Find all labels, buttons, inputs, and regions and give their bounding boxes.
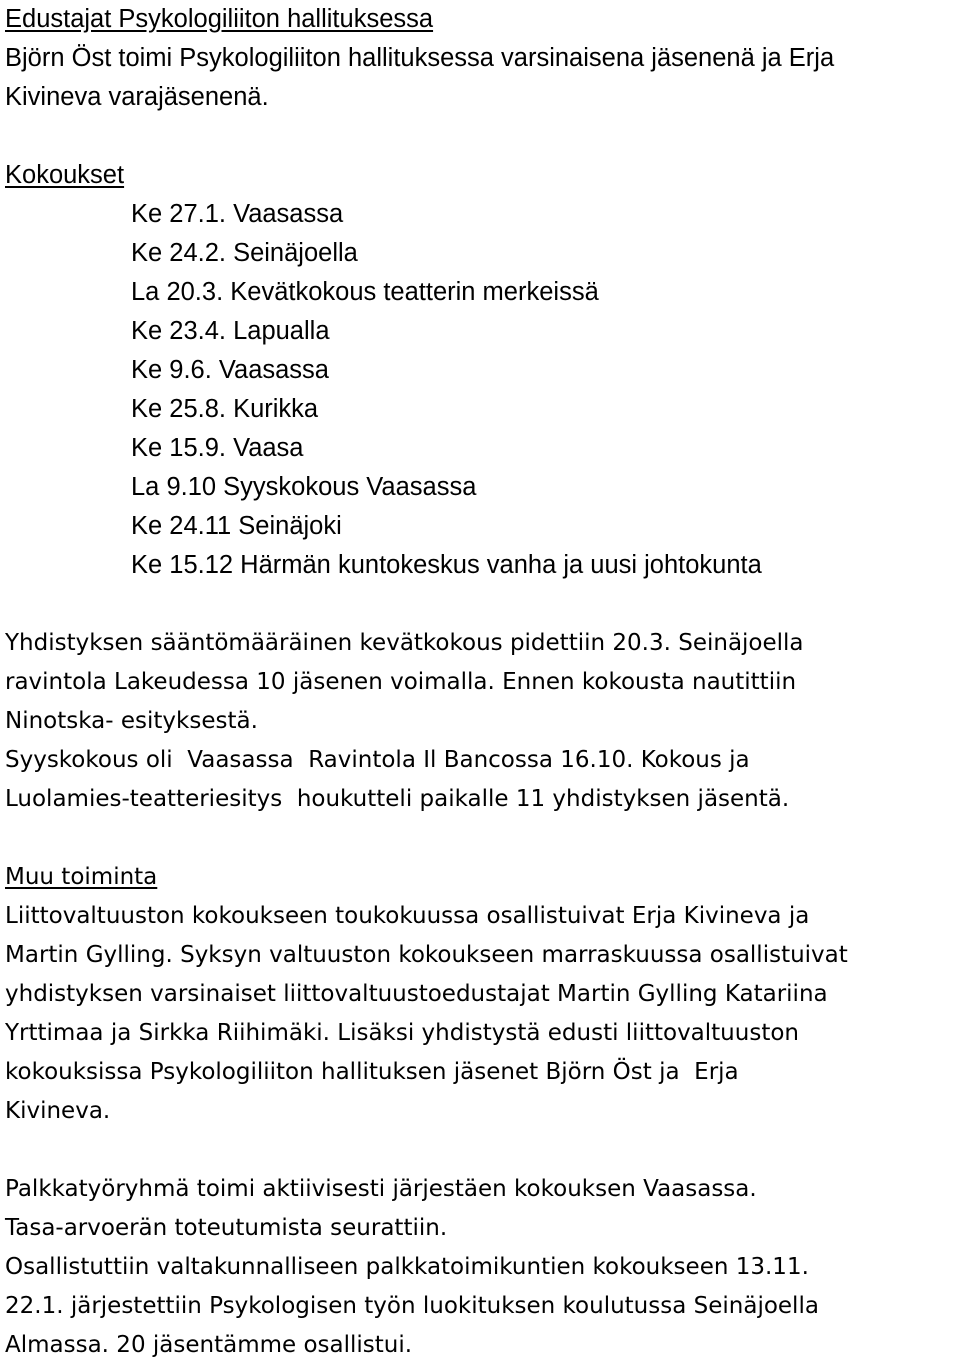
salary-text-line: Tasa-arvoerän toteutumista seurattiin. [5, 1215, 448, 1241]
annual-text-line: Ninotska- esityksestä. [5, 708, 258, 734]
meeting-item: La 20.3. Kevätkokous teatterin merkeissä [131, 278, 599, 306]
meeting-item: Ke 24.2. Seinäjoella [131, 239, 358, 267]
meeting-item: Ke 24.11 Seinäjoki [131, 512, 342, 540]
annual-text-line: Syyskokous oli Vaasassa Ravintola Il Bancossa 16.10. Kokous ja [5, 747, 750, 773]
spacer [5, 117, 955, 156]
other-text-line: yhdistyksen varsinaiset liittovaltuustoedustajat Martin Gylling Katariina [5, 981, 828, 1007]
meeting-item: Ke 15.9. Vaasa [131, 434, 304, 462]
salary-text-line: Almassa. 20 jäsentämme osallistui. [5, 1332, 413, 1358]
meeting-item: Ke 27.1. Vaasassa [131, 200, 344, 228]
board-text-line: Kivineva varajäsenenä. [5, 83, 269, 111]
other-text-line: Liittovaltuuston kokoukseen toukokuussa osallistuivat Erja Kivineva ja [5, 903, 810, 929]
meeting-item: Ke 25.8. Kurikka [131, 395, 319, 423]
other-text-line: kokouksissa Psykologiliiton hallituksen jäsenet Björn Öst ja Erja [5, 1059, 739, 1085]
other-text-line: Kivineva. [5, 1098, 111, 1124]
other-heading: Muu toiminta [5, 864, 158, 890]
meeting-item: Ke 9.6. Vaasassa [131, 356, 329, 384]
spacer [5, 1131, 955, 1170]
annual-text-line: ravintola Lakeudessa 10 jäsenen voimalla. Ennen kokousta nautittiin [5, 669, 797, 695]
board-heading: Edustajat Psykologiliiton hallituksessa [5, 5, 434, 33]
meeting-item: La 9.10 Syyskokous Vaasassa [131, 473, 477, 501]
spacer [5, 819, 955, 858]
salary-text-line: 22.1. järjestettiin Psykologisen työn luokituksen koulutussa Seinäjoella [5, 1293, 819, 1319]
annual-text-line: Luolamies-teatteriesitys houkutteli paikalle 11 yhdistyksen jäsentä. [5, 786, 790, 812]
annual-text-line: Yhdistyksen sääntömääräinen kevätkokous pidettiin 20.3. Seinäjoella [5, 630, 804, 656]
other-text-line: Yrttimaa ja Sirkka Riihimäki. Lisäksi yhdistystä edusti liittovaltuuston [5, 1020, 799, 1046]
document-page [5, 0, 955, 1365]
meeting-item: Ke 15.12 Härmän kuntokeskus vanha ja uusi johtokunta [131, 551, 762, 579]
meetings-heading: Kokoukset [5, 161, 125, 189]
meeting-item: Ke 23.4. Lapualla [131, 317, 330, 345]
salary-text-line: Osallistuttiin valtakunnalliseen palkkatoimikuntien kokoukseen 13.11. [5, 1254, 809, 1280]
board-text-line: Björn Öst toimi Psykologiliiton hallituksessa varsinaisena jäsenenä ja Erja [5, 44, 835, 72]
other-text-line: Martin Gylling. Syksyn valtuuston kokoukseen marraskuussa osallistuivat [5, 942, 848, 968]
spacer [5, 585, 955, 624]
salary-text-line: Palkkatyöryhmä toimi aktiivisesti järjestäen kokouksen Vaasassa. [5, 1176, 757, 1202]
